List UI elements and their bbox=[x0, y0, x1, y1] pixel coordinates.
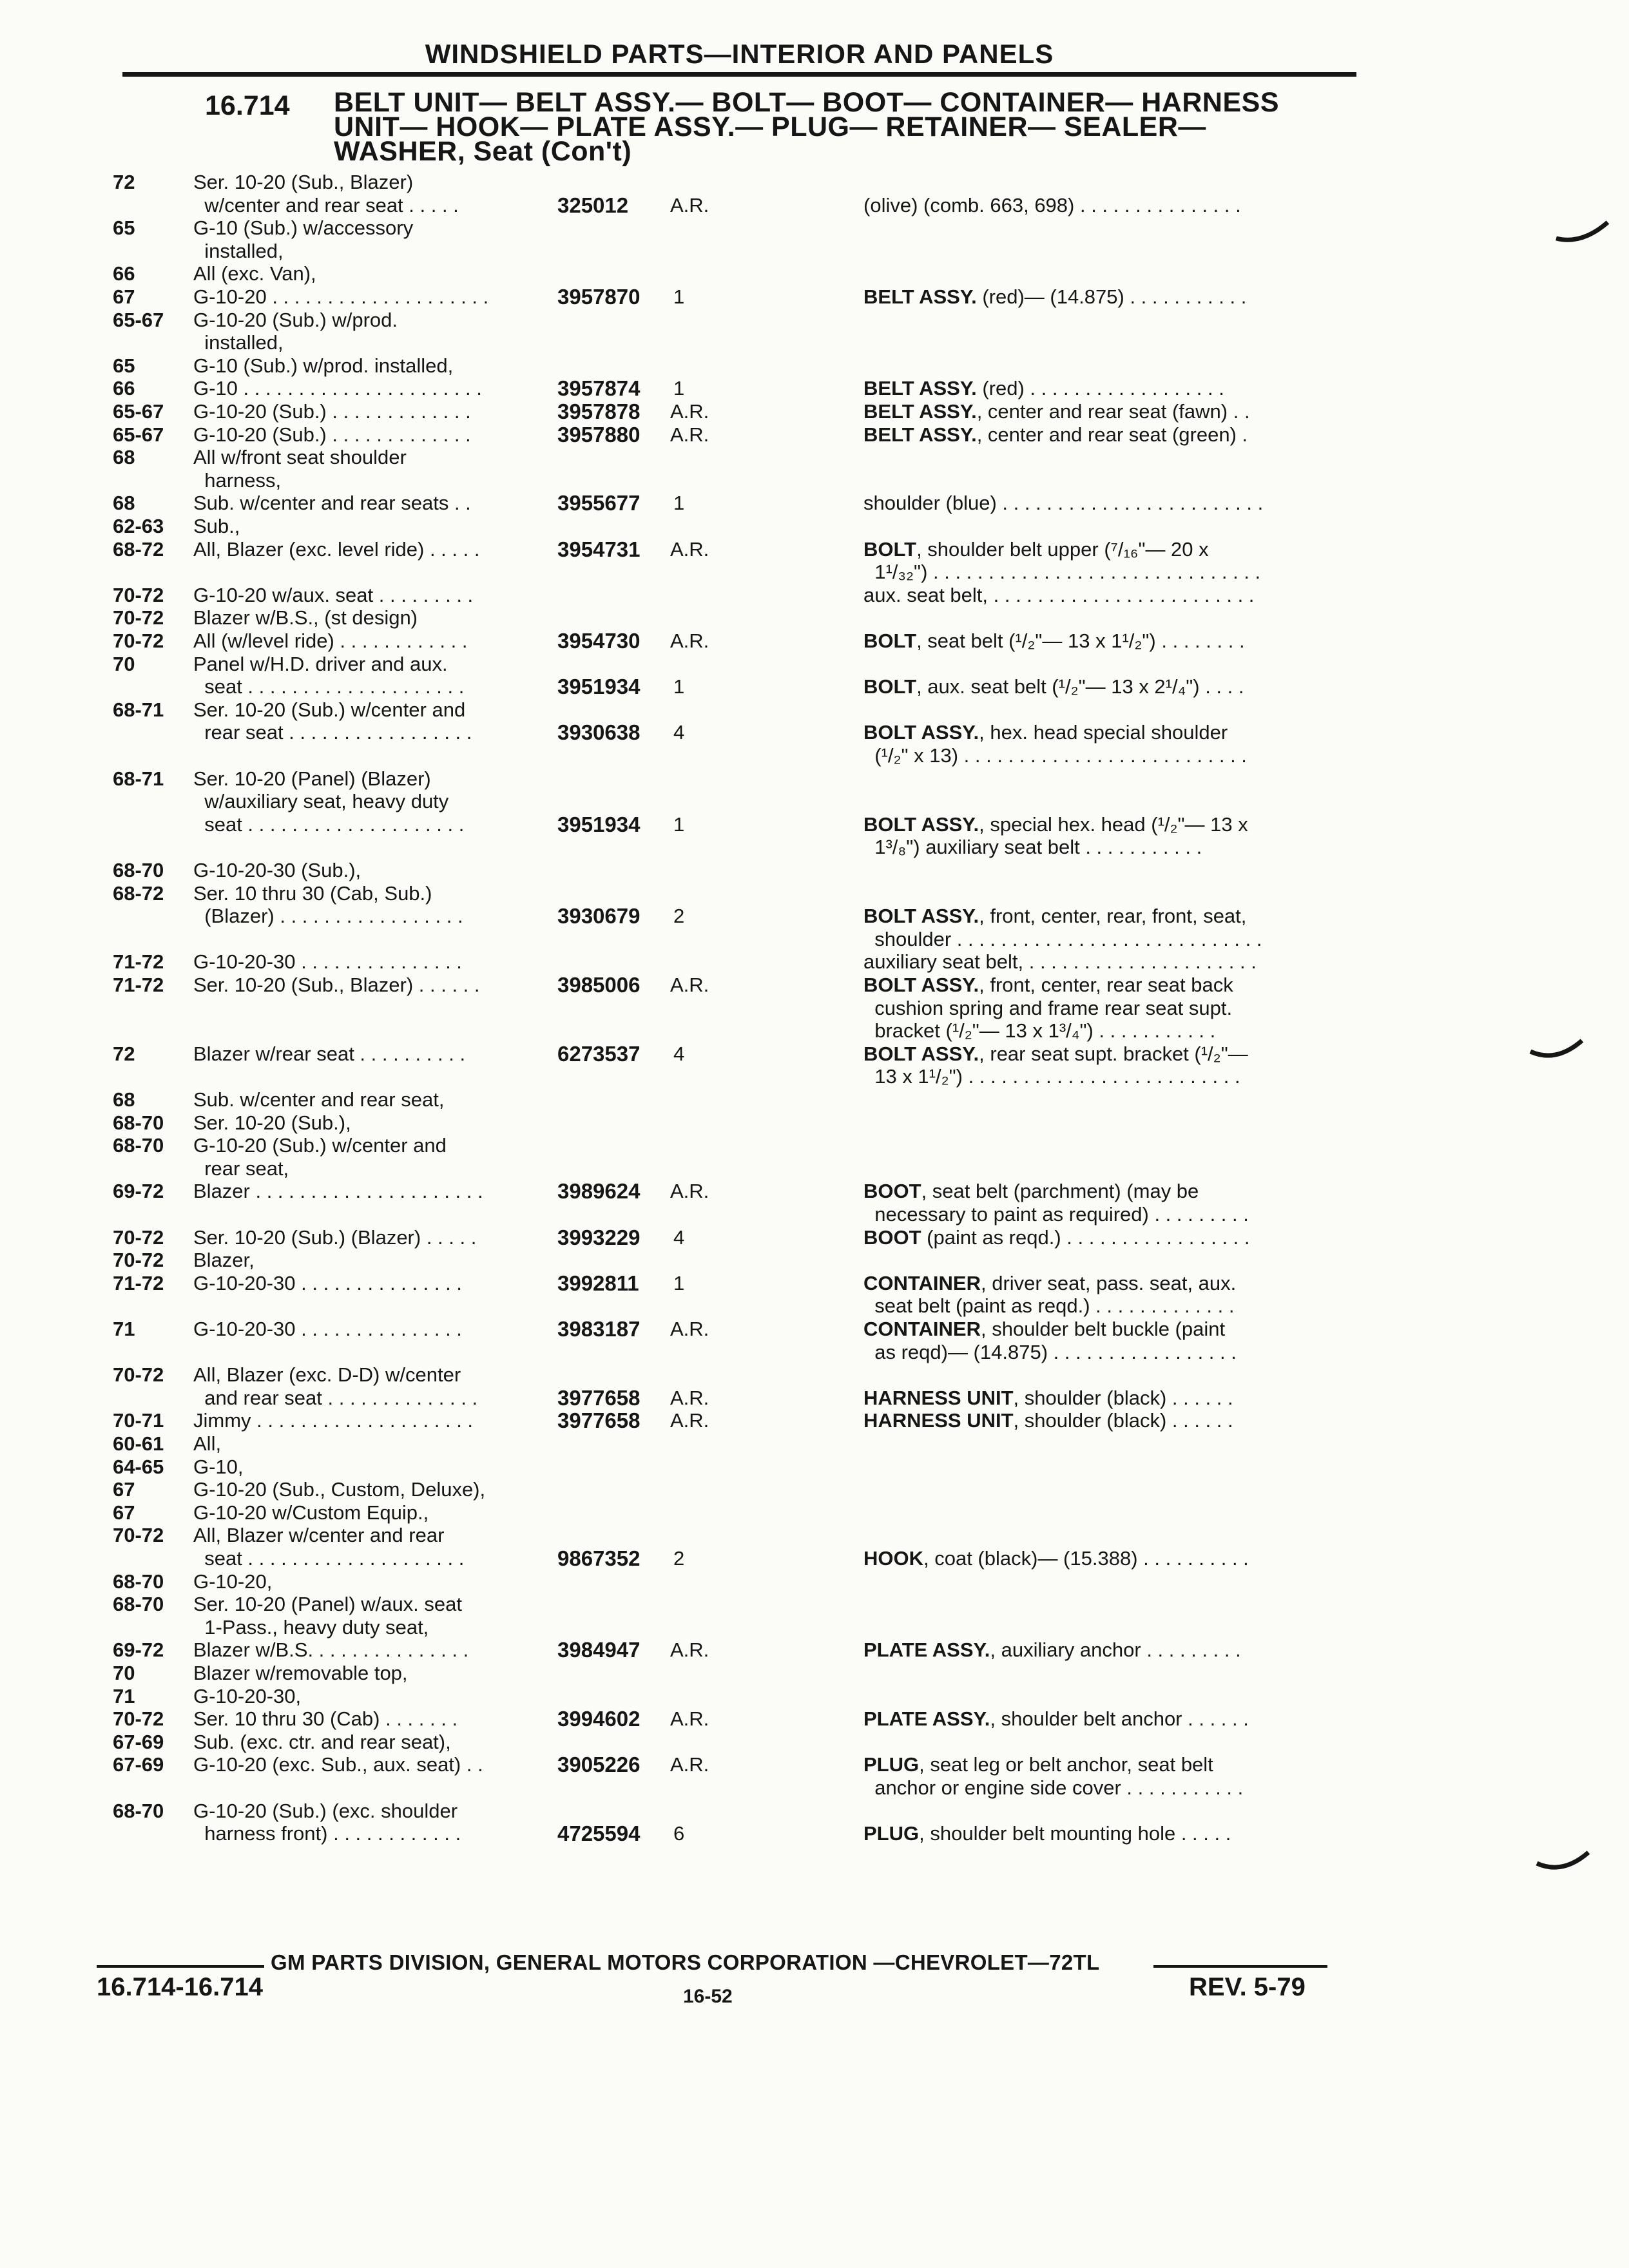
description-cell bbox=[863, 538, 1353, 561]
description-text: aux. seat belt, . . . . . . . . . . . . . . . . . . . . . . . . bbox=[863, 583, 1255, 606]
application-cell: installed, bbox=[193, 331, 284, 354]
application-cell: G-10 (Sub.) w/prod. installed, bbox=[193, 354, 454, 377]
application-cell: G-10-20-30, bbox=[193, 1684, 302, 1707]
description-cell bbox=[863, 584, 1353, 607]
application-cell: Ser. 10-20 (Panel) w/aux. seat bbox=[193, 1593, 463, 1616]
description-text: , hex. head special shoulder bbox=[979, 721, 1228, 744]
year-cell: 68 bbox=[113, 1088, 135, 1111]
year-cell: 72 bbox=[113, 171, 135, 193]
description-text: 1¹/₃₂") . . . . . . . . . . . . . . . . . . . . . . . . . . . . . . bbox=[863, 561, 1261, 584]
description-text: , seat belt (parchment) (may be bbox=[921, 1180, 1199, 1203]
year-cell: 68-70 bbox=[113, 1570, 164, 1593]
description-text: (paint as reqd.) . . . . . . . . . . . . . . . . . bbox=[921, 1225, 1250, 1249]
application-cell: Panel w/H.D. driver and aux. bbox=[193, 652, 448, 675]
footer-publisher-line: GM PARTS DIVISION, GENERAL MOTORS CORPORATION —CHEVROLET—72TL bbox=[271, 1950, 1100, 1974]
group-title-line: UNIT— HOOK— PLATE ASSY.— PLUG— RETAINER— SEALER— bbox=[334, 111, 1206, 142]
year-cell: 67 bbox=[113, 285, 135, 308]
year-cell: 70-72 bbox=[113, 1524, 164, 1547]
year-cell: 68-72 bbox=[113, 881, 164, 905]
application-cell: All, Blazer (exc. level ride) . . . . . bbox=[193, 537, 480, 561]
description-keyword: BOOT bbox=[863, 1225, 921, 1249]
description-keyword: PLUG bbox=[863, 1753, 920, 1776]
description-keyword: BELT ASSY. bbox=[863, 377, 977, 400]
description-keyword: BOLT bbox=[863, 675, 917, 698]
year-cell: 70-72 bbox=[113, 1707, 164, 1731]
group-title-line: WASHER, Seat (Con't) bbox=[334, 136, 632, 167]
application-cell: Blazer, bbox=[193, 1249, 255, 1272]
year-cell: 70-72 bbox=[113, 1249, 164, 1272]
application-cell: seat . . . . . . . . . . . . . . . . . . . . bbox=[193, 675, 465, 698]
description-cell bbox=[863, 1409, 1353, 1432]
application-cell: Ser. 10-20 (Sub.), bbox=[193, 1111, 351, 1134]
description-keyword: PLUG bbox=[863, 1822, 920, 1845]
description-cell bbox=[863, 1043, 1353, 1066]
description-cell bbox=[863, 1226, 1353, 1249]
part-number-cell: 3983187 bbox=[557, 1317, 641, 1341]
quantity-cell: A.R. bbox=[670, 974, 709, 996]
description-text: , front, center, rear, front, seat, bbox=[979, 905, 1247, 928]
part-number-cell: 3957878 bbox=[557, 399, 641, 423]
application-cell: All, bbox=[193, 1432, 222, 1455]
description-text: 1³/₈") auxiliary seat belt . . . . . . . . . . . bbox=[863, 836, 1202, 859]
description-text: , auxiliary anchor . . . . . . . . . bbox=[990, 1639, 1241, 1662]
application-cell: Ser. 10-20 (Sub., Blazer) bbox=[193, 171, 414, 193]
quantity-cell: 1 bbox=[673, 1271, 685, 1294]
description-text: seat belt (paint as reqd.) . . . . . . . . . . . . . bbox=[863, 1294, 1235, 1318]
year-cell: 68-72 bbox=[113, 537, 164, 561]
description-cell bbox=[863, 1822, 1353, 1845]
description-cell bbox=[863, 400, 1353, 423]
description-keyword: PLATE ASSY. bbox=[863, 1639, 990, 1662]
description-text: anchor or engine side cover . . . . . . . . . . . bbox=[863, 1776, 1244, 1799]
description-cell bbox=[863, 561, 1353, 584]
application-cell: Blazer . . . . . . . . . . . . . . . . . . . . . bbox=[193, 1180, 483, 1203]
application-cell: harness front) . . . . . . . . . . . . bbox=[193, 1822, 461, 1845]
application-cell: and rear seat . . . . . . . . . . . . . . bbox=[193, 1386, 478, 1409]
year-cell: 71 bbox=[113, 1318, 135, 1340]
part-number-cell: 3977658 bbox=[557, 1408, 641, 1433]
application-cell: All, Blazer w/center and rear bbox=[193, 1524, 445, 1547]
application-cell: Sub. w/center and rear seat, bbox=[193, 1088, 445, 1111]
quantity-cell: A.R. bbox=[670, 1180, 709, 1203]
quantity-cell: 4 bbox=[673, 721, 685, 744]
description-cell bbox=[863, 1707, 1353, 1731]
description-text: shoulder . . . . . . . . . . . . . . . . . . . . . . . . . . . . bbox=[863, 927, 1262, 950]
quantity-cell: 1 bbox=[673, 377, 685, 400]
year-cell: 69-72 bbox=[113, 1639, 164, 1662]
part-number-cell: 3993229 bbox=[557, 1225, 641, 1249]
year-cell: 71-72 bbox=[113, 974, 164, 996]
description-text: (red) . . . . . . . . . . . . . . . . . . bbox=[976, 377, 1224, 400]
quantity-cell: 2 bbox=[673, 905, 685, 928]
description-keyword: BOLT ASSY. bbox=[863, 1042, 979, 1065]
description-keyword: BOLT ASSY. bbox=[863, 905, 979, 928]
description-text: , front, center, rear seat back bbox=[979, 974, 1233, 996]
description-keyword: CONTAINER bbox=[863, 1271, 981, 1294]
year-cell: 66 bbox=[113, 377, 135, 400]
description-text: shoulder (blue) . . . . . . . . . . . . . . . . . . . . . . . . bbox=[863, 492, 1264, 515]
quantity-cell: 2 bbox=[673, 1547, 685, 1570]
application-cell: G-10-20 (Sub.) . . . . . . . . . . . . . bbox=[193, 423, 471, 446]
year-cell: 71-72 bbox=[113, 1271, 164, 1294]
year-cell: 70 bbox=[113, 652, 135, 675]
year-cell: 72 bbox=[113, 1042, 135, 1065]
description-cell bbox=[863, 492, 1353, 515]
application-cell: G-10-20-30 . . . . . . . . . . . . . . . bbox=[193, 1271, 462, 1294]
application-cell: G-10-20 (Sub.) w/center and bbox=[193, 1134, 447, 1157]
description-keyword: BOLT ASSY. bbox=[863, 812, 979, 836]
year-cell: 68-71 bbox=[113, 767, 164, 790]
description-keyword: PLATE ASSY. bbox=[863, 1707, 990, 1731]
description-cell bbox=[863, 974, 1353, 997]
description-keyword: CONTAINER bbox=[863, 1318, 981, 1340]
year-cell: 67 bbox=[113, 1478, 135, 1501]
description-cell bbox=[863, 1387, 1353, 1410]
description-cell bbox=[863, 675, 1353, 698]
description-cell bbox=[863, 1318, 1353, 1341]
year-cell: 70-72 bbox=[113, 1225, 164, 1249]
year-cell: 68 bbox=[113, 446, 135, 469]
description-keyword: HOOK bbox=[863, 1547, 923, 1570]
part-number-cell: 3992811 bbox=[557, 1271, 639, 1295]
description-text: auxiliary seat belt, . . . . . . . . . . . . . . . . . . . . . bbox=[863, 950, 1257, 974]
description-cell bbox=[863, 1639, 1353, 1662]
year-cell: 70-72 bbox=[113, 606, 164, 629]
description-cell bbox=[863, 744, 1353, 767]
quantity-cell: A.R. bbox=[670, 1707, 709, 1731]
description-text: (olive) (comb. 663, 698) . . . . . . . . . . . . . . . bbox=[863, 193, 1241, 216]
part-number-cell: 3977658 bbox=[557, 1385, 641, 1410]
description-text: bracket (¹/₂"— 13 x 1³/₄") . . . . . . . . . . . bbox=[863, 1019, 1216, 1043]
description-cell bbox=[863, 997, 1353, 1020]
part-number-cell: 3930679 bbox=[557, 904, 641, 928]
application-cell: Ser. 10-20 (Panel) (Blazer) bbox=[193, 767, 431, 790]
year-cell: 71 bbox=[113, 1684, 135, 1707]
description-text: , center and rear seat (fawn) . . bbox=[976, 400, 1250, 423]
description-text: , shoulder belt anchor . . . . . . bbox=[990, 1707, 1249, 1731]
part-number-cell: 3955677 bbox=[557, 491, 641, 515]
application-cell: Jimmy . . . . . . . . . . . . . . . . . . . . bbox=[193, 1409, 474, 1432]
description-keyword: HARNESS UNIT bbox=[863, 1409, 1014, 1432]
quantity-cell: A.R. bbox=[670, 1409, 709, 1432]
part-number-cell: 3957870 bbox=[557, 285, 641, 309]
part-number-cell: 3905226 bbox=[557, 1753, 641, 1777]
description-cell bbox=[863, 721, 1353, 744]
description-cell bbox=[863, 928, 1353, 951]
part-number-cell: 4725594 bbox=[557, 1821, 641, 1846]
description-cell bbox=[863, 905, 1353, 928]
part-number-cell: 3994602 bbox=[557, 1707, 641, 1731]
application-cell: G-10-20-30 (Sub.), bbox=[193, 859, 361, 881]
application-cell: Ser. 10-20 (Sub.) (Blazer) . . . . . bbox=[193, 1225, 477, 1249]
description-text: , shoulder belt mounting hole . . . . . bbox=[919, 1822, 1231, 1845]
description-text: , seat belt (¹/₂"— 13 x 1¹/₂") . . . . . . . . bbox=[916, 629, 1245, 652]
application-cell: seat . . . . . . . . . . . . . . . . . . . . bbox=[193, 812, 465, 836]
quantity-cell: A.R. bbox=[670, 1639, 709, 1662]
description-cell bbox=[863, 1019, 1353, 1043]
application-cell: (Blazer) . . . . . . . . . . . . . . . . . bbox=[193, 905, 463, 928]
application-cell: G-10-20-30 . . . . . . . . . . . . . . . bbox=[193, 1318, 462, 1340]
year-cell: 65-67 bbox=[113, 423, 164, 446]
application-cell: Ser. 10-20 (Sub., Blazer) . . . . . . bbox=[193, 974, 480, 996]
year-cell: 68-71 bbox=[113, 698, 164, 721]
year-cell: 60-61 bbox=[113, 1432, 164, 1455]
application-cell: G-10-20 w/Custom Equip., bbox=[193, 1501, 429, 1524]
description-text: , center and rear seat (green) . bbox=[976, 423, 1248, 446]
part-number-cell: 325012 bbox=[557, 193, 629, 217]
description-cell bbox=[863, 1547, 1353, 1570]
part-number-cell: 3989624 bbox=[557, 1179, 641, 1204]
year-cell: 68-70 bbox=[113, 1111, 164, 1134]
application-cell: G-10, bbox=[193, 1455, 244, 1478]
description-cell bbox=[863, 285, 1353, 309]
description-cell bbox=[863, 377, 1353, 400]
application-cell: Blazer w/B.S., (st design) bbox=[193, 606, 418, 629]
footer-group-range: 16.714-16.714 bbox=[97, 1973, 264, 2001]
footer-revision: REV. 5-79 bbox=[1189, 1973, 1306, 2001]
application-cell: G-10 (Sub.) w/accessory bbox=[193, 216, 414, 240]
description-cell bbox=[863, 813, 1353, 836]
application-cell: Sub., bbox=[193, 515, 240, 537]
application-cell: G-10-20 (Sub.) . . . . . . . . . . . . . bbox=[193, 400, 471, 423]
application-cell: G-10-20 . . . . . . . . . . . . . . . . . . . . bbox=[193, 285, 489, 308]
description-text: , shoulder belt upper (⁷/₁₆"— 20 x bbox=[916, 537, 1209, 561]
application-cell: G-10-20-30 . . . . . . . . . . . . . . . bbox=[193, 950, 462, 974]
quantity-cell: A.R. bbox=[670, 400, 709, 423]
application-cell: G-10-20 (Sub.) w/prod. bbox=[193, 308, 398, 331]
description-cell bbox=[863, 1753, 1353, 1776]
application-cell: Blazer w/removable top, bbox=[193, 1662, 408, 1684]
application-cell: G-10-20 w/aux. seat . . . . . . . . . bbox=[193, 583, 474, 606]
application-cell: Ser. 10-20 (Sub.) w/center and bbox=[193, 698, 466, 721]
application-cell: All w/front seat shoulder bbox=[193, 446, 407, 469]
description-text: , special hex. head (¹/₂"— 13 x bbox=[979, 812, 1248, 836]
description-text: , shoulder (black) . . . . . . bbox=[1013, 1386, 1233, 1409]
quantity-cell: A.R. bbox=[670, 1753, 709, 1776]
description-cell bbox=[863, 1294, 1353, 1318]
year-cell: 67 bbox=[113, 1501, 135, 1524]
description-keyword: BELT ASSY. bbox=[863, 285, 977, 308]
year-cell: 70-71 bbox=[113, 1409, 164, 1432]
description-cell bbox=[863, 1341, 1353, 1364]
year-cell: 67-69 bbox=[113, 1730, 164, 1753]
application-cell: Blazer w/rear seat . . . . . . . . . . bbox=[193, 1042, 466, 1065]
quantity-cell: A.R. bbox=[670, 193, 709, 216]
application-cell: w/center and rear seat . . . . . bbox=[193, 193, 459, 216]
year-cell: 65 bbox=[113, 216, 135, 240]
description-text: necessary to paint as required) . . . . . . . . . bbox=[863, 1203, 1249, 1225]
quantity-cell: 1 bbox=[673, 285, 685, 308]
part-number-cell: 6273537 bbox=[557, 1041, 641, 1066]
description-text: , rear seat supt. bracket (¹/₂"— bbox=[979, 1042, 1248, 1065]
year-cell: 70-72 bbox=[113, 1363, 164, 1387]
year-cell: 65 bbox=[113, 354, 135, 377]
binder-tick-mark bbox=[1534, 1849, 1592, 1875]
description-text: (¹/₂" x 13) . . . . . . . . . . . . . . . . . . . . . . . . . . bbox=[863, 744, 1247, 767]
application-cell: seat . . . . . . . . . . . . . . . . . . . . bbox=[193, 1547, 465, 1570]
description-text: , driver seat, pass. seat, aux. bbox=[980, 1271, 1237, 1294]
application-cell: Sub. w/center and rear seats . . bbox=[193, 492, 471, 515]
part-number-cell: 3954730 bbox=[557, 629, 641, 653]
description-keyword: BOLT bbox=[863, 629, 917, 652]
year-cell: 65-67 bbox=[113, 400, 164, 423]
description-text: , shoulder (black) . . . . . . bbox=[1013, 1409, 1233, 1432]
description-text: , seat leg or belt anchor, seat belt bbox=[919, 1753, 1213, 1776]
year-cell: 68 bbox=[113, 492, 135, 515]
quantity-cell: A.R. bbox=[670, 423, 709, 446]
year-cell: 70-72 bbox=[113, 629, 164, 652]
page-title: WINDSHIELD PARTS—INTERIOR AND PANELS bbox=[122, 39, 1356, 77]
footer-rule bbox=[1153, 1965, 1327, 1968]
description-text: as reqd)— (14.875) . . . . . . . . . . . . . . . . . bbox=[863, 1340, 1237, 1363]
part-number-cell: 9867352 bbox=[557, 1546, 641, 1570]
application-cell: rear seat, bbox=[193, 1157, 289, 1180]
part-number-cell: 3951934 bbox=[557, 812, 641, 836]
footer-rule bbox=[97, 1965, 264, 1968]
year-cell: 67-69 bbox=[113, 1753, 164, 1776]
description-text: (red)— (14.875) . . . . . . . . . . . bbox=[976, 285, 1247, 308]
year-cell: 65-67 bbox=[113, 308, 164, 331]
quantity-cell: A.R. bbox=[670, 1386, 709, 1409]
description-cell bbox=[863, 194, 1353, 217]
quantity-cell: A.R. bbox=[670, 629, 709, 652]
description-keyword: BELT ASSY. bbox=[863, 400, 977, 423]
quantity-cell: A.R. bbox=[670, 1318, 709, 1340]
binder-tick-mark bbox=[1527, 1037, 1585, 1063]
year-cell: 62-63 bbox=[113, 515, 164, 537]
quantity-cell: 4 bbox=[673, 1225, 685, 1249]
part-number-cell: 3985006 bbox=[557, 973, 641, 997]
description-cell bbox=[863, 1272, 1353, 1295]
application-cell: installed, bbox=[193, 239, 284, 262]
group-number: 16.714 bbox=[205, 90, 290, 121]
description-text: cushion spring and frame rear seat supt. bbox=[863, 996, 1233, 1019]
year-cell: 70-72 bbox=[113, 583, 164, 606]
year-cell: 68-70 bbox=[113, 1799, 164, 1822]
part-number-cell: 3957880 bbox=[557, 422, 641, 447]
application-cell: Sub. (exc. ctr. and rear seat), bbox=[193, 1730, 451, 1753]
year-cell: 68-70 bbox=[113, 1593, 164, 1616]
application-cell: Blazer w/B.S. . . . . . . . . . . . . . . bbox=[193, 1639, 469, 1662]
description-cell bbox=[863, 1203, 1353, 1226]
application-cell: G-10-20, bbox=[193, 1570, 273, 1593]
part-number-cell: 3957874 bbox=[557, 376, 641, 401]
application-cell: rear seat . . . . . . . . . . . . . . . . . bbox=[193, 721, 472, 744]
description-cell bbox=[863, 1065, 1353, 1088]
description-text: , aux. seat belt (¹/₂"— 13 x 2¹/₄") . . . . bbox=[916, 675, 1244, 698]
application-cell: All (w/level ride) . . . . . . . . . . . . bbox=[193, 629, 468, 652]
description-cell bbox=[863, 1776, 1353, 1800]
description-keyword: HARNESS UNIT bbox=[863, 1386, 1014, 1409]
description-keyword: BOOT bbox=[863, 1180, 921, 1203]
quantity-cell: 1 bbox=[673, 812, 685, 836]
description-keyword: BOLT ASSY. bbox=[863, 721, 979, 744]
part-number-cell: 3984947 bbox=[557, 1638, 641, 1662]
description-cell bbox=[863, 1180, 1353, 1203]
group-title-line: BELT UNIT— BELT ASSY.— BOLT— BOOT— CONTAINER— HARNESS bbox=[334, 87, 1279, 118]
year-cell: 69-72 bbox=[113, 1180, 164, 1203]
description-keyword: BOLT ASSY. bbox=[863, 974, 979, 996]
part-number-cell: 3930638 bbox=[557, 720, 641, 745]
year-cell: 68-70 bbox=[113, 1134, 164, 1157]
application-cell: G-10-20 (exc. Sub., aux. seat) . . bbox=[193, 1753, 483, 1776]
part-number-cell: 3951934 bbox=[557, 675, 641, 699]
application-cell: Ser. 10 thru 30 (Cab) . . . . . . . bbox=[193, 1707, 458, 1731]
application-cell: Ser. 10 thru 30 (Cab, Sub.) bbox=[193, 881, 432, 905]
quantity-cell: 1 bbox=[673, 675, 685, 698]
application-cell: harness, bbox=[193, 468, 282, 492]
application-cell: G-10 . . . . . . . . . . . . . . . . . . . . . . bbox=[193, 377, 482, 400]
description-cell bbox=[863, 423, 1353, 447]
description-text: 13 x 1¹/₂") . . . . . . . . . . . . . . . . . . . . . . . . . bbox=[863, 1065, 1240, 1088]
footer-page-number: 16-52 bbox=[683, 1986, 733, 2007]
application-cell: 1-Pass., heavy duty seat, bbox=[193, 1615, 429, 1639]
description-cell bbox=[863, 950, 1353, 974]
application-cell: G-10-20 (Sub., Custom, Deluxe), bbox=[193, 1478, 486, 1501]
part-number-cell: 3954731 bbox=[557, 537, 641, 561]
year-cell: 68-70 bbox=[113, 859, 164, 881]
application-cell: G-10-20 (Sub.) (exc. shoulder bbox=[193, 1799, 458, 1822]
quantity-cell: 6 bbox=[673, 1822, 685, 1845]
quantity-cell: 1 bbox=[673, 492, 685, 515]
year-cell: 64-65 bbox=[113, 1455, 164, 1478]
description-text: , coat (black)— (15.388) . . . . . . . . . . bbox=[923, 1547, 1249, 1570]
year-cell: 66 bbox=[113, 262, 135, 285]
quantity-cell: 4 bbox=[673, 1042, 685, 1065]
description-cell bbox=[863, 836, 1353, 859]
year-cell: 71-72 bbox=[113, 950, 164, 974]
application-cell: w/auxiliary seat, heavy duty bbox=[193, 790, 449, 813]
description-text: , shoulder belt buckle (paint bbox=[980, 1318, 1226, 1340]
description-keyword: BELT ASSY. bbox=[863, 423, 977, 446]
application-cell: All (exc. Van), bbox=[193, 262, 316, 285]
application-cell: All, Blazer (exc. D-D) w/center bbox=[193, 1363, 461, 1387]
quantity-cell: A.R. bbox=[670, 537, 709, 561]
description-cell bbox=[863, 629, 1353, 653]
binder-tick-mark bbox=[1553, 219, 1611, 245]
year-cell: 70 bbox=[113, 1662, 135, 1684]
description-keyword: BOLT bbox=[863, 537, 917, 561]
